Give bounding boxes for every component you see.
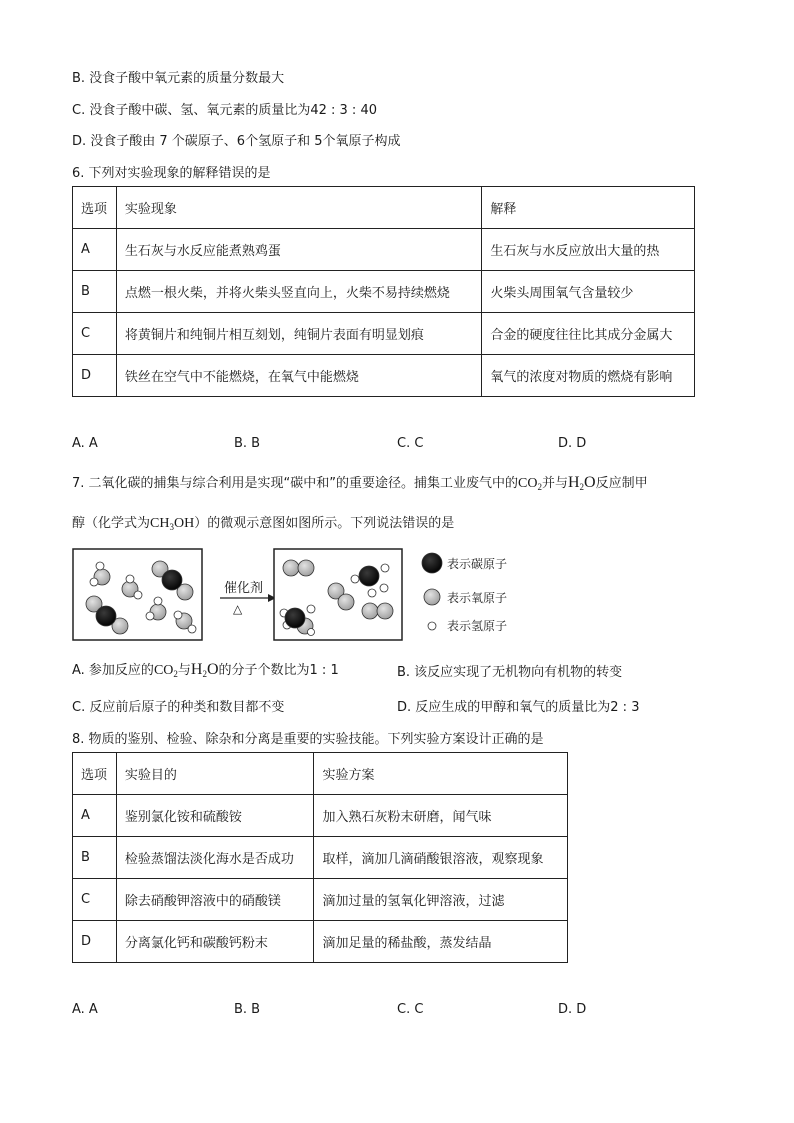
q5-option-c: C. 没食子酸中碳、氢、氧元素的质量比为42 : 3 : 40 — [72, 103, 377, 118]
formula-h2o — [568, 474, 596, 491]
q6-answer-b: B. B — [234, 436, 261, 451]
carbon-atom — [359, 566, 379, 586]
q8-table — [72, 752, 568, 963]
reaction-diagram — [72, 546, 532, 646]
hydrogen-atom — [380, 584, 388, 592]
table-cell: 生石灰与水反应能煮熟鸡蛋 — [116, 229, 481, 271]
table-header-cell: 解释 — [482, 187, 695, 229]
table-header-cell: 选项 — [73, 753, 117, 795]
table-header-cell: 选项 — [73, 187, 117, 229]
heat-symbol: △ — [233, 602, 243, 616]
table-cell: 鉴别氯化铵和硫酸铵 — [116, 795, 314, 837]
hydrogen-atom — [96, 562, 104, 570]
table-cell: 氧气的浓度对物质的燃烧有影响 — [482, 355, 695, 397]
option-text: 的分子个数比为1 : 1 — [218, 663, 339, 678]
hydrogen-atom — [308, 629, 315, 636]
catalyst-label: 催化剂 — [224, 581, 264, 596]
table-row — [73, 837, 568, 879]
q7-stem-text: ）的微观示意图如图所示。下列说法错误的是 — [194, 516, 455, 531]
table-cell: D — [73, 921, 117, 963]
q6-answer-c: C. C — [397, 436, 424, 451]
diagram-legend — [422, 553, 507, 633]
oxygen-atom — [298, 560, 314, 576]
legend-oxygen-icon — [424, 589, 440, 605]
table-cell: 加入熟石灰粉末研磨，闻气味 — [314, 795, 568, 837]
hydrogen-atom — [307, 605, 315, 613]
formula-text: O — [584, 474, 596, 491]
hydrogen-atom — [188, 625, 196, 633]
hydrogen-atom — [381, 564, 389, 572]
oxygen-atom — [283, 560, 299, 576]
table-cell: B — [73, 271, 117, 313]
q5-option-b: B. 没食子酸中氧元素的质量分数最大 — [72, 71, 285, 86]
carbon-atom — [285, 608, 305, 628]
formula-text: OH — [173, 516, 195, 531]
formula-sub: 2 — [202, 669, 207, 679]
formula-text: CH — [150, 516, 170, 531]
q7-option-d: D. 反应生成的甲醇和氧气的质量比为2 : 3 — [397, 700, 640, 715]
table-row — [73, 313, 695, 355]
table-cell: B — [73, 837, 117, 879]
table-header-cell: 实验方案 — [314, 753, 568, 795]
formula-text: CO — [153, 663, 174, 678]
q5-option-d: D. 没食子酸由 7 个碳原子、6个氢原子和 5个氧原子构成 — [72, 134, 401, 149]
legend-hydrogen-label: 表示氢原子 — [447, 619, 508, 633]
formula-sub: 2 — [173, 669, 178, 679]
hydrogen-atom — [351, 575, 359, 583]
table-header-cell: 实验目的 — [116, 753, 314, 795]
table-cell: 铁丝在空气中不能燃烧，在氧气中能燃烧 — [116, 355, 481, 397]
table-row — [73, 355, 695, 397]
q8-stem: 8. 物质的鉴别、检验、除杂和分离是重要的实验技能。下列实验方案设计正确的是 — [72, 732, 544, 747]
q7-option-b: B. 该反应实现了无机物向有机物的转变 — [397, 665, 623, 680]
formula-co2 — [154, 663, 178, 678]
q7-stem-line2 — [72, 512, 454, 532]
q8-answer-a: A. A — [72, 1002, 98, 1017]
hydrogen-atom — [154, 597, 162, 605]
table-header-row — [73, 187, 695, 229]
table-cell: 除去硝酸钾溶液中的硝酸镁 — [116, 879, 314, 921]
q7-option-c: C. 反应前后原子的种类和数目都不变 — [72, 700, 285, 715]
oxygen-atom — [362, 603, 378, 619]
q7-stem-line1 — [72, 472, 648, 492]
hydrogen-atom — [90, 578, 98, 586]
formula-text: CO — [518, 476, 538, 491]
table-cell: 生石灰与水反应放出大量的热 — [482, 229, 695, 271]
formula-h2o — [191, 661, 219, 678]
q7-stem-text: 醇（化学式为 — [72, 516, 151, 531]
table-row — [73, 229, 695, 271]
table-row — [73, 879, 568, 921]
q8-answer-c: C. C — [397, 1002, 424, 1017]
formula-text: H — [190, 661, 203, 678]
carbon-atom — [96, 606, 116, 626]
q7-stem-text: 并与 — [541, 476, 568, 491]
q6-table — [72, 186, 695, 397]
table-cell: D — [73, 355, 117, 397]
table-cell: 滴加足量的稀盐酸，蒸发结晶 — [314, 921, 568, 963]
legend-carbon-label: 表示碳原子 — [447, 557, 508, 571]
hydrogen-atom — [174, 611, 182, 619]
q8-answer-b: B. B — [234, 1002, 261, 1017]
hydrogen-atom — [126, 575, 134, 583]
q7-stem-text: 7. 二氧化碳的捕集与综合利用是实现“碳中和”的重要途径。捕集工业废气中的 — [72, 476, 519, 491]
table-row — [73, 921, 568, 963]
table-cell: 火柴头周围氧气含量较少 — [482, 271, 695, 313]
table-row — [73, 795, 568, 837]
option-text: 与 — [177, 663, 191, 678]
formula-text: H — [567, 474, 580, 491]
table-cell: 点燃一根火柴，并将火柴头竖直向上，火柴不易持续燃烧 — [116, 271, 481, 313]
table-cell: 分离氯化钙和碳酸钙粉末 — [116, 921, 314, 963]
q7-option-a — [72, 659, 339, 679]
hydrogen-atom — [134, 591, 142, 599]
q6-stem: 6. 下列对实验现象的解释错误的是 — [72, 166, 271, 181]
table-cell: 合金的硬度往往比其成分金属大 — [482, 313, 695, 355]
formula-text: O — [206, 661, 219, 678]
formula-ch3oh — [150, 516, 194, 531]
oxygen-atom — [377, 603, 393, 619]
table-cell: 取样，滴加几滴硝酸银溶液，观察现象 — [314, 837, 568, 879]
formula-sub: 2 — [579, 482, 585, 492]
table-row — [73, 271, 695, 313]
hydrogen-atom — [368, 589, 376, 597]
q6-answer-a: A. A — [72, 436, 98, 451]
table-cell: A — [73, 229, 117, 271]
table-header-cell: 实验现象 — [116, 187, 481, 229]
table-cell: 将黄铜片和纯铜片相互刻划，纯铜片表面有明显划痕 — [116, 313, 481, 355]
legend-carbon-icon — [422, 553, 442, 573]
hydrogen-atom — [146, 612, 154, 620]
formula-sub: 2 — [537, 482, 542, 492]
legend-hydrogen-icon — [428, 622, 436, 630]
formula-co2 — [518, 476, 542, 491]
option-text: A. 参加反应的 — [72, 663, 154, 678]
table-cell: A — [73, 795, 117, 837]
table-cell: 滴加过量的氢氧化钾溶液，过滤 — [314, 879, 568, 921]
table-cell: C — [73, 879, 117, 921]
oxygen-atom — [338, 594, 354, 610]
carbon-atom — [162, 570, 182, 590]
q7-stem-text: 反应制甲 — [595, 476, 648, 491]
q8-answer-d: D. D — [558, 1002, 587, 1017]
q6-answer-d: D. D — [558, 436, 587, 451]
table-header-row — [73, 753, 568, 795]
table-cell: C — [73, 313, 117, 355]
table-cell: 检验蒸馏法淡化海水是否成功 — [116, 837, 314, 879]
formula-sub: 3 — [169, 522, 174, 532]
legend-oxygen-label: 表示氧原子 — [447, 591, 508, 605]
